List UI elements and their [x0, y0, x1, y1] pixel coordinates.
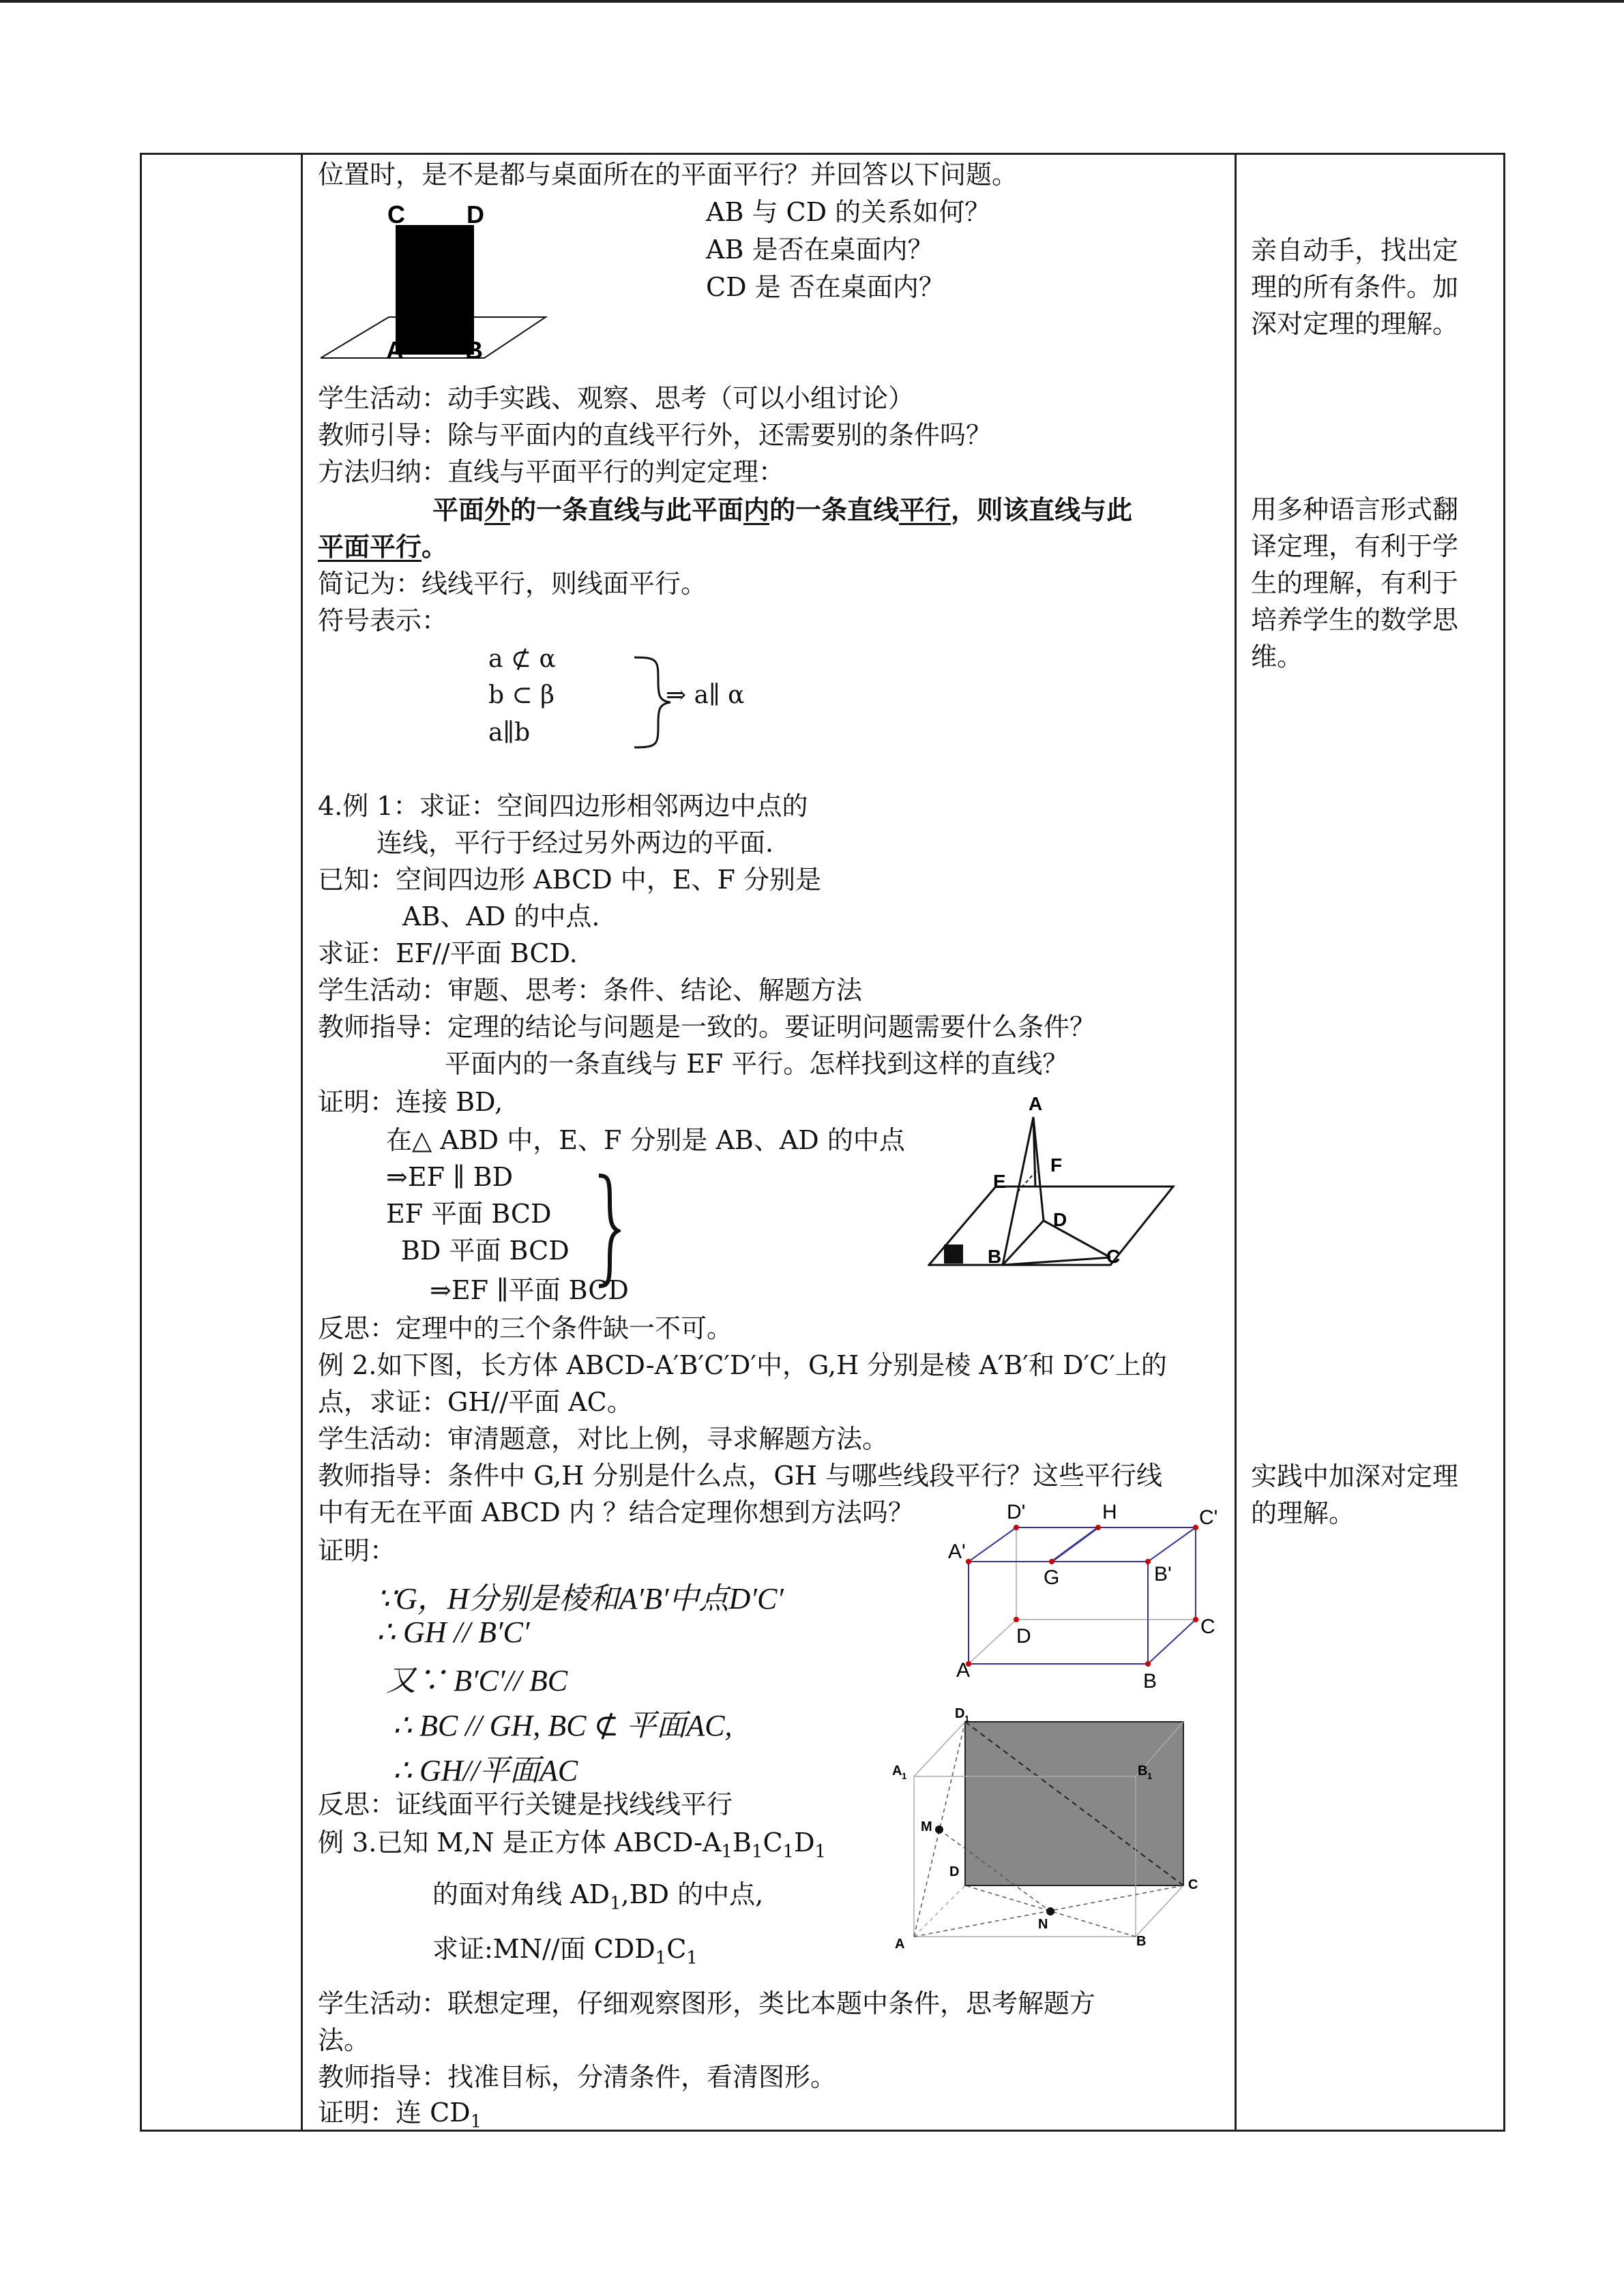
- example2-title-2: 点，求证：GH//平面 AC。: [318, 1387, 633, 1417]
- proof-brace: [587, 1173, 621, 1289]
- figure-book-on-desk: [321, 198, 559, 368]
- example2-student: 学生活动：审清题意，对比上例，寻求解题方法。: [318, 1424, 889, 1454]
- question-3: CD 是 否在桌面内？: [706, 272, 945, 302]
- label-h: H: [1102, 1501, 1117, 1523]
- book-shape: [396, 225, 474, 355]
- example1-title: 4.例 1：求证：空间四边形相邻两边中点的: [318, 791, 808, 821]
- side-note-1: 亲自动手，找出定 理的所有条件。加 深对定理的理解。: [1251, 235, 1459, 339]
- label-a-prime: A': [948, 1540, 966, 1563]
- symbol-line-1: a ⊄ α: [488, 645, 556, 673]
- label-m: M: [921, 1819, 932, 1834]
- figure-cube: [887, 1701, 1214, 1954]
- label-a: A: [895, 1937, 905, 1952]
- svg-text:1: 1: [1147, 1771, 1153, 1781]
- label-c: C: [387, 200, 405, 228]
- theorem-statement-line2: 平面平行。: [318, 531, 448, 562]
- label-a: A: [956, 1659, 971, 1682]
- example2-title: 例 2.如下图，长方体 ABCD-A′B′C′D′中，G,H 分别是棱 A′B′和 D′C′上的: [318, 1350, 1167, 1380]
- example1-proof: 证明：连接 BD,: [318, 1087, 503, 1117]
- example2-teacher: 教师指导：条件中 G,H 分别是什么点，GH 与哪些线段平行？这些平行线: [318, 1461, 1162, 1491]
- label-c-prime: C': [1199, 1506, 1218, 1529]
- example2-math-3: 又∵ B′C′// BC: [386, 1664, 568, 1697]
- side-note-2: 用多种语言形式翻 译定理，有利于学 生的理解，有利于 培养学生的数学思 维。: [1251, 494, 1459, 672]
- example1-proof-4: BD 平面 BCD: [401, 1236, 570, 1266]
- label-e: E: [993, 1171, 1006, 1192]
- column-divider-1: [301, 153, 303, 2132]
- label-a: A: [1029, 1093, 1043, 1114]
- short-form: 简记为：线线平行，则线面平行。: [318, 569, 707, 599]
- label-d: D: [949, 1864, 960, 1879]
- example1-prove: 求证：EF//平面 BCD.: [318, 938, 578, 968]
- corner-mark: [944, 1244, 963, 1264]
- question-1: AB 与 CD 的关系如何？: [706, 197, 991, 227]
- side-note-3: 实践中加深对定理 的理解。: [1251, 1461, 1459, 1528]
- example1-student: 学生活动：审题、思考：条件、结论、解题方法: [318, 975, 863, 1005]
- svg-text:1: 1: [902, 1771, 907, 1781]
- label-b: B: [988, 1246, 1002, 1267]
- example2-math-4: ∴ BC // GH, BC ⊄ 平面AC,: [393, 1709, 733, 1742]
- svg-text:1: 1: [964, 1714, 970, 1724]
- example2-teacher-2: 中有无在平面 ABCD 内 ？结合定理你想到方法吗？: [318, 1497, 914, 1527]
- label-g: G: [1044, 1566, 1060, 1589]
- example3-line3: 求证:MN//面 $CDD_1C_1$: [432, 1934, 698, 1969]
- symbol-line-3: a∥b: [488, 719, 531, 747]
- example3-student-2: 法。: [318, 2025, 370, 2055]
- theorem-statement: 平面外的一条直线与此平面内的一条直线平行，则该直线与此: [432, 494, 1133, 525]
- label-d: D: [467, 200, 484, 228]
- label-n: N: [1038, 1917, 1048, 1932]
- example1-proof-1: 在△ ABD 中，E、F 分别是 AB、AD 的中点: [386, 1125, 905, 1155]
- example2-reflect: 反思：证线面平行关键是找线线平行: [318, 1789, 733, 1819]
- label-d1: D: [955, 1706, 965, 1721]
- label-a1: A: [892, 1763, 902, 1778]
- question-2: AB 是否在桌面内？: [706, 235, 934, 265]
- example1-teacher: 教师指导：定理的结论与问题是一致的。要证明问题需要什么条件？: [318, 1012, 1096, 1042]
- example3-student: 学生活动：联想定理，仔细观察图形，类比本题中条件，思考解题方: [318, 1988, 1096, 2018]
- label-b-prime: B': [1154, 1563, 1172, 1585]
- method-summary: 方法归纳：直线与平面平行的判定定理：: [318, 457, 785, 487]
- label-a: A: [386, 336, 404, 364]
- label-c: C: [1106, 1246, 1121, 1267]
- label-d: D: [1053, 1209, 1067, 1230]
- example3-teacher: 教师指导：找准目标，分清条件，看清图形。: [318, 2062, 837, 2092]
- label-f: F: [1050, 1154, 1063, 1176]
- symbol-title: 符号表示：: [318, 606, 448, 636]
- label-b: B: [1143, 1670, 1157, 1693]
- example1-given-2: AB、AD 的中点.: [402, 901, 600, 931]
- column-divider-2: [1235, 153, 1237, 2132]
- student-activity-1: 学生活动：动手实践、观察、思考（可以小组讨论）: [318, 383, 915, 413]
- example1-title-2: 连线，平行于经过另外两边的平面.: [377, 828, 774, 858]
- intro-line: 位置时，是不是都与桌面所在的平面平行？并回答以下问题。: [318, 160, 1018, 190]
- example2-proof: 证明：: [318, 1536, 396, 1566]
- symbol-line-2: b ⊂ β: [488, 681, 555, 709]
- label-b: B: [1136, 1934, 1147, 1949]
- label-d: D: [1016, 1625, 1031, 1648]
- example1-given: 已知：空间四边形 ABCD 中，E、F 分别是: [318, 865, 821, 895]
- example1-proof-3: EF 平面 BCD: [386, 1199, 552, 1229]
- example1-teacher-2: 平面内的一条直线与 EF 平行。怎样找到这样的直线？: [445, 1049, 1069, 1079]
- label-d-prime: D': [1007, 1501, 1026, 1523]
- figure-cuboid: [948, 1497, 1235, 1695]
- example1-reflect: 反思：定理中的三个条件缺一不可。: [318, 1313, 733, 1343]
- top-rule: [0, 0, 1624, 3]
- label-c: C: [1200, 1615, 1215, 1638]
- example3-title: 例 3.已知 M,N 是正方体 ABCD-$A_1B_1C_1D_1$: [318, 1828, 827, 1862]
- example1-proof-5: ⇒EF ∥平面 BCD: [430, 1275, 629, 1305]
- example2-math-2: ∴ GH // B′C′: [377, 1615, 530, 1649]
- teacher-guide-1: 教师引导：除与平面内的直线平行外，还需要别的条件吗？: [318, 420, 992, 450]
- example3-proof: 证明：连 $CD_1$: [318, 2098, 482, 2132]
- figure-spatial-quadrilateral: [928, 1091, 1180, 1268]
- label-c: C: [1188, 1877, 1198, 1892]
- example3-line2: 的面对角线 $AD_1,BD$ 的中点,: [432, 1879, 764, 1914]
- label-b: B: [465, 336, 483, 364]
- example2-math-1: ∵G，H分别是棱和A′B′中点D′C′: [377, 1582, 784, 1615]
- label-b1: B: [1138, 1763, 1148, 1778]
- example1-proof-2: ⇒EF ∥ BD: [386, 1162, 514, 1192]
- symbol-result: ⇒ a∥ α: [666, 681, 745, 709]
- example2-math-5: ∴ GH//平面AC: [393, 1754, 578, 1787]
